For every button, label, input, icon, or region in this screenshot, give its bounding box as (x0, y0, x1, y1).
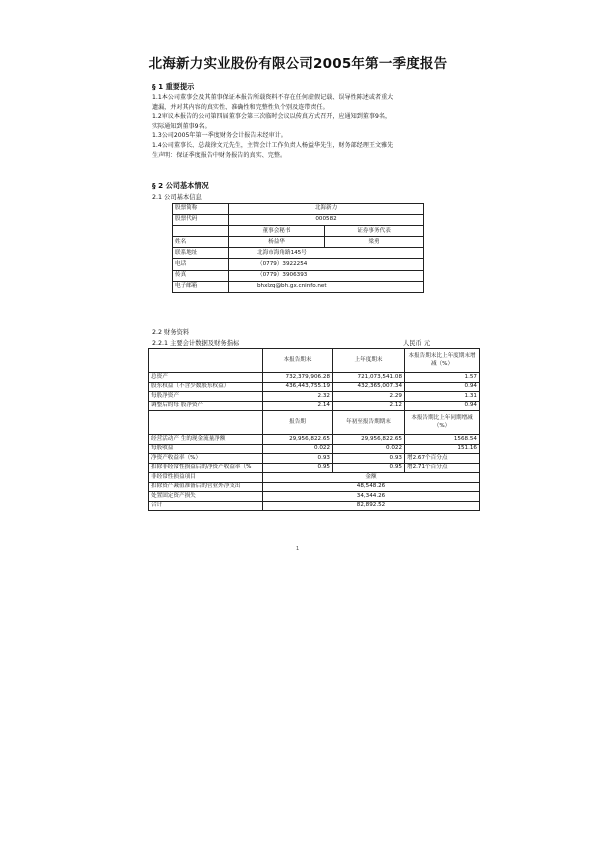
table-row (149, 401, 480, 411)
table-cell: 29,956,822.65 (333, 435, 405, 445)
table-cell (149, 411, 263, 435)
table-cell (173, 226, 229, 237)
table-cell: 0.022 (263, 444, 333, 454)
table-row (149, 392, 480, 402)
table-cell: 0.93 (333, 454, 405, 464)
table-cell: 电话 (173, 259, 229, 270)
table-cell: 金额 (263, 473, 480, 483)
table-cell: 82,892.52 (263, 501, 480, 511)
column-header: 本报告期末比上年度期末增减（%） (405, 349, 480, 373)
table-cell: 扣除资产减值准备后的营业外净支出 (149, 482, 263, 492)
table-cell: 股票代码 (173, 215, 229, 226)
notice-line: 1.3公司2005年第一季度财务会计报告未经审计。 (152, 132, 287, 140)
subsection-financial: 2.2 财务资料 (152, 329, 190, 336)
table-cell: （0779）3906393 (229, 270, 424, 281)
column-header: 上年度期末 (333, 349, 405, 373)
table-cell: 1.31 (405, 392, 480, 402)
table-cell: 联系地址 (173, 248, 229, 259)
table-cell: 000582 (229, 215, 424, 226)
table-row (173, 204, 424, 215)
table-row (173, 248, 424, 259)
notice-line: 1.4公司董事长、总裁徐文元先生，主管会计工作负责人杨益华先生，财务部经理王文雅先 (152, 141, 394, 149)
notice-line: 1.1本公司董事会及其董事保证本报告所载资料不存在任何虚假记载、误导性陈述或者重大 (152, 94, 394, 101)
table-cell: 调整后的每 股净资产 (149, 401, 263, 411)
table-cell: 0.94 (405, 401, 480, 411)
notice-line: 生声明：保证季度报告中财务报告的真实、完整。 (152, 151, 287, 159)
table-cell: 432,365,007.34 (333, 382, 405, 392)
page-number: 1 (296, 546, 300, 552)
table-cell: 1568.54 (405, 435, 480, 445)
table-row (149, 349, 480, 373)
table-cell: 2.14 (263, 401, 333, 411)
table-cell: 杨益华 (229, 237, 325, 248)
subsection-key-indicators: 2.2.1 主要会计数据及财务指标 (152, 340, 240, 347)
table-row (149, 382, 480, 392)
table-cell: 扣除非经常性损益后的净资产收益率（% (149, 463, 263, 473)
table-cell: 0.93 (263, 454, 333, 464)
table-cell: 梁勇 (325, 237, 424, 248)
table-cell: 0.95 (333, 463, 405, 473)
table-row (149, 411, 480, 435)
basic-info-table (172, 203, 424, 293)
column-header: 本报告期比上年同期增减（%） (405, 411, 480, 435)
notice-line: 实际通知到董事9名。 (152, 122, 211, 130)
section-1-heading: § 1 重要提示 (152, 82, 195, 91)
table-row (173, 237, 424, 248)
table-cell: 0.94 (405, 382, 480, 392)
table-cell: 经营活动产 生的现金流量净额 (149, 435, 263, 445)
table-cell: 151.16 (405, 444, 480, 454)
table-row (173, 259, 424, 270)
table-row (149, 435, 480, 445)
table-cell: 436,443,755.19 (263, 382, 333, 392)
subsection-basic-info: 2.1 公司基本信息 (152, 194, 202, 201)
table-cell: 721,073,541.08 (333, 373, 405, 383)
table-row (149, 482, 480, 492)
table-cell: 非经常性损益项目 (149, 473, 263, 483)
section-1-paragraphs (152, 93, 452, 160)
table-cell (149, 349, 263, 373)
table-cell: 0.022 (333, 444, 405, 454)
table-cell: 净资产收益率（%） (149, 454, 263, 464)
table-cell: 每股净资产 (149, 392, 263, 402)
table-cell: 总资产 (149, 373, 263, 383)
table-cell: 姓名 (173, 237, 229, 248)
table-row (149, 454, 480, 464)
table-row (173, 215, 424, 226)
table-cell: 股东权益（不含少数股东权益） (149, 382, 263, 392)
table-cell: 732,379,906.28 (263, 373, 333, 383)
financial-indicators-table (148, 348, 480, 511)
section-2-heading: § 2 公司基本情况 (152, 181, 209, 190)
column-header: 本报告期末 (263, 349, 333, 373)
table-row (173, 226, 424, 237)
table-cell: 34,344.26 (263, 492, 480, 502)
table-cell: 48,548.26 (263, 482, 480, 492)
table-cell: 北海市海角路145号 (229, 248, 424, 259)
table-row (149, 492, 480, 502)
table-cell: 董事会秘书 (229, 226, 325, 237)
table-cell: 29,956,822.65 (263, 435, 333, 445)
table-cell: 2.29 (333, 392, 405, 402)
document-title: 北海新力实业股份有限公司2005年第一季度报告 (148, 56, 448, 72)
table-cell: 0.95 (263, 463, 333, 473)
table-cell: 股票简称 (173, 204, 229, 215)
table-cell: 证券事务代表 (325, 226, 424, 237)
column-header: 年初至报告期期末 (333, 411, 405, 435)
table-cell: 2.32 (263, 392, 333, 402)
table-cell: 1.57 (405, 373, 480, 383)
table-row (149, 373, 480, 383)
table-cell: bhxlzq@bh.gx.cninfo.net (229, 281, 424, 292)
table-row (173, 270, 424, 281)
table-cell: 增2.67个百分点 (405, 454, 480, 464)
table-cell: 北海新力 (229, 204, 424, 215)
table-cell: 处置固定资产损失 (149, 492, 263, 502)
table-cell: 每股收益 (149, 444, 263, 454)
currency-unit: 人民币 元 (403, 340, 431, 347)
table-cell: 增2.71个百分点 (405, 463, 480, 473)
table-row (149, 501, 480, 511)
table-cell: 电子邮箱 (173, 281, 229, 292)
table-cell: 合计 (149, 501, 263, 511)
table-cell: （0779）3922254 (229, 259, 424, 270)
table-row (173, 281, 424, 292)
notice-line: 1.2审议本报告的公司第四届董事会第三次临时会议以传真方式召开，应通知到董事9名， (152, 113, 392, 121)
table-row (149, 473, 480, 483)
notice-line: 遗漏，并对其内容的真实性、准确性和完整性负个别及连带责任。 (152, 103, 329, 111)
table-row (149, 444, 480, 454)
table-row (149, 463, 480, 473)
table-cell: 传真 (173, 270, 229, 281)
table-cell: 2.12 (333, 401, 405, 411)
column-header: 报告期 (263, 411, 333, 435)
